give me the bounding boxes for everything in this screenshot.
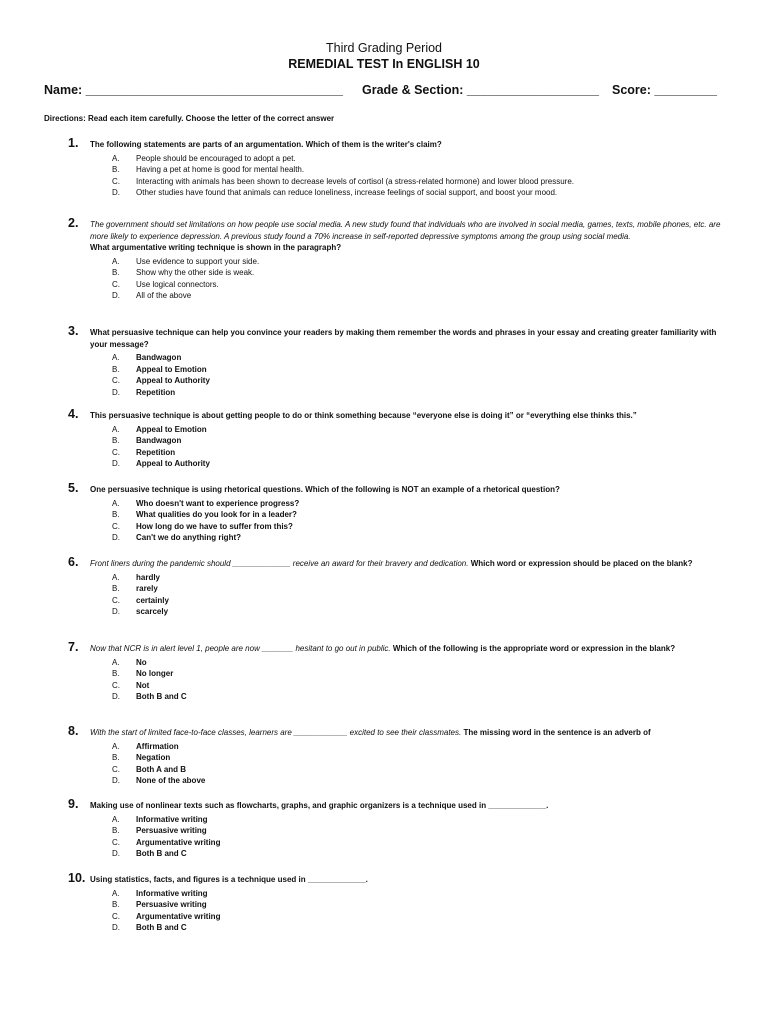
option-text: Use logical connectors. bbox=[136, 279, 219, 289]
question-passage: Now that NCR is in alert level 1, people are now _______ hesitant to go out in public. bbox=[90, 644, 391, 653]
option-letter: B. bbox=[112, 364, 120, 374]
option-text: What qualities do you look for in a leader? bbox=[136, 510, 297, 519]
question-10 bbox=[68, 871, 728, 934]
question-stem: Which word or expression should be placed on the blank? bbox=[470, 559, 693, 568]
option-text: Appeal to Emotion bbox=[136, 364, 207, 374]
option-d bbox=[90, 606, 728, 618]
option-letter: D. bbox=[112, 459, 120, 468]
grading-period-title: Third Grading Period bbox=[325, 41, 443, 55]
option-letter: D. bbox=[112, 692, 120, 701]
option-d bbox=[90, 290, 728, 302]
question-number: 3. bbox=[68, 324, 79, 338]
option-b bbox=[90, 668, 728, 680]
option-c bbox=[90, 447, 728, 459]
option-text: Appeal to Emotion bbox=[136, 424, 207, 434]
question-4 bbox=[68, 407, 728, 470]
option-b bbox=[90, 164, 728, 176]
option-a bbox=[90, 498, 728, 510]
option-d bbox=[90, 691, 728, 703]
option-letter: C. bbox=[112, 680, 120, 690]
option-letter: B. bbox=[112, 510, 120, 519]
option-text: Appeal to Authority bbox=[136, 459, 210, 468]
question-8 bbox=[68, 724, 728, 787]
question-stem: This persuasive technique is about getting people to do or think something because “everyone else is doing it” or “everything else thinks this.” bbox=[90, 411, 637, 420]
option-letter: A. bbox=[112, 256, 120, 266]
score-field: Score: _________ bbox=[612, 83, 717, 97]
question-stem: Using statistics, facts, and figures is a technique used in _____________. bbox=[90, 875, 368, 884]
question-number: 6. bbox=[68, 555, 79, 569]
test-header bbox=[0, 40, 768, 72]
option-c bbox=[90, 176, 728, 188]
option-c bbox=[90, 279, 728, 291]
option-letter: D. bbox=[112, 188, 120, 197]
option-text: Having a pet at home is good for mental health. bbox=[136, 165, 305, 174]
option-letter: B. bbox=[112, 669, 120, 678]
option-letter: A. bbox=[112, 153, 120, 163]
question-stem: What argumentative writing technique is shown in the paragraph? bbox=[90, 243, 342, 252]
question-passage: Front liners during the pandemic should _____________ receive an award for their bravery and dedication. bbox=[90, 559, 469, 568]
option-a bbox=[90, 814, 728, 826]
option-text: Can't we do anything right? bbox=[136, 533, 242, 542]
option-a bbox=[90, 424, 728, 436]
option-d bbox=[90, 187, 728, 199]
option-text: No bbox=[136, 657, 147, 667]
question-number: 4. bbox=[68, 407, 79, 421]
option-text: Informative writing bbox=[136, 814, 208, 824]
option-text: Bandwagon bbox=[136, 436, 182, 445]
option-text: Show why the other side is weak. bbox=[136, 268, 255, 277]
option-b bbox=[90, 364, 728, 376]
option-letter: C. bbox=[112, 279, 120, 289]
option-letter: B. bbox=[112, 584, 120, 593]
option-letter: A. bbox=[112, 741, 120, 751]
question-number: 8. bbox=[68, 724, 79, 738]
option-a bbox=[90, 741, 728, 753]
option-c bbox=[90, 375, 728, 387]
option-text: Use evidence to support your side. bbox=[136, 256, 260, 266]
option-d bbox=[90, 848, 728, 860]
option-text: scarcely bbox=[136, 607, 169, 616]
option-d bbox=[90, 775, 728, 787]
option-text: Other studies have found that animals can reduce loneliness, increase feelings of social support, and boost your mood. bbox=[136, 188, 558, 197]
option-text: Both A and B bbox=[136, 764, 187, 774]
option-letter: C. bbox=[112, 764, 120, 774]
option-text: Both B and C bbox=[136, 923, 187, 932]
option-c bbox=[90, 837, 728, 849]
grade-section-field: Grade & Section: ___________________ bbox=[362, 83, 599, 97]
question-passage: With the start of limited face-to-face classes, learners are ____________ excited to see their classmates. bbox=[90, 728, 462, 737]
question-6 bbox=[68, 555, 728, 618]
option-text: Argumentative writing bbox=[136, 911, 221, 921]
question-5 bbox=[68, 481, 728, 544]
option-a bbox=[90, 256, 728, 268]
option-text: None of the above bbox=[136, 776, 206, 785]
question-number: 10. bbox=[68, 871, 86, 885]
question-passage: The government should set limitations on how people use social media. A new study found that individuals who are involved in social media, games, texts, mobile phones, etc. are more likely to experience depression. A previous study found a 70% increase in self-reported depressive symptoms among the group using social media. bbox=[90, 220, 721, 241]
option-text: No longer bbox=[136, 669, 174, 678]
question-2 bbox=[68, 216, 728, 302]
option-letter: A. bbox=[112, 353, 120, 362]
option-b bbox=[90, 752, 728, 764]
option-text: How long do we have to suffer from this? bbox=[136, 521, 293, 531]
option-text: Repetition bbox=[136, 387, 176, 397]
option-text: Appeal to Authority bbox=[136, 376, 210, 385]
option-text: Informative writing bbox=[136, 888, 208, 898]
question-stem: Making use of nonlinear texts such as flowcharts, graphs, and graphic organizers is a technique used in _____________. bbox=[90, 801, 549, 810]
option-text: People should be encouraged to adopt a pet. bbox=[136, 153, 296, 163]
option-text: Bandwagon bbox=[136, 353, 182, 362]
option-c bbox=[90, 764, 728, 776]
option-letter: B. bbox=[112, 268, 120, 277]
option-letter: A. bbox=[112, 424, 120, 434]
option-letter: C. bbox=[112, 837, 120, 847]
option-a bbox=[90, 352, 728, 364]
question-stem: The following statements are parts of an argumentation. Which of them is the writer's claim? bbox=[90, 140, 442, 149]
option-letter: A. bbox=[112, 657, 120, 667]
option-text: rarely bbox=[136, 584, 158, 593]
option-letter: D. bbox=[112, 607, 120, 616]
option-letter: D. bbox=[112, 387, 120, 397]
option-d bbox=[90, 922, 728, 934]
option-letter: C. bbox=[112, 376, 120, 385]
question-stem: One persuasive technique is using rhetorical questions. Which of the following is NOT an example of a rhetorical question? bbox=[90, 485, 560, 494]
option-text: Argumentative writing bbox=[136, 837, 221, 847]
option-letter: B. bbox=[112, 753, 120, 762]
option-letter: B. bbox=[112, 900, 120, 909]
option-d bbox=[90, 387, 728, 399]
question-number: 1. bbox=[68, 136, 79, 150]
directions: Directions: Read each item carefully. Choose the letter of the correct answer bbox=[44, 114, 335, 123]
question-number: 2. bbox=[68, 216, 79, 230]
question-number: 7. bbox=[68, 640, 79, 654]
option-letter: C. bbox=[112, 595, 120, 605]
option-letter: B. bbox=[112, 165, 120, 174]
option-text: Affirmation bbox=[136, 741, 179, 751]
option-c bbox=[90, 521, 728, 533]
option-text: Interacting with animals has been shown to decrease levels of cortisol (a stress-related hormone) and lower blood pressure. bbox=[136, 176, 574, 186]
option-text: Both B and C bbox=[136, 849, 187, 858]
question-9 bbox=[68, 797, 728, 860]
question-stem: Which of the following is the appropriate word or expression in the blank? bbox=[392, 644, 676, 653]
name-field: Name: _____________________________________ bbox=[44, 83, 343, 97]
option-letter: B. bbox=[112, 436, 120, 445]
question-3 bbox=[68, 324, 728, 398]
option-text: Who doesn't want to experience progress? bbox=[136, 498, 300, 508]
option-letter: C. bbox=[112, 447, 120, 457]
option-letter: D. bbox=[112, 291, 120, 300]
question-stem: The missing word in the sentence is an adverb of bbox=[463, 728, 651, 737]
option-text: Repetition bbox=[136, 447, 176, 457]
option-a bbox=[90, 153, 728, 165]
option-text: All of the above bbox=[136, 291, 192, 300]
option-letter: A. bbox=[112, 888, 120, 898]
question-1 bbox=[68, 136, 728, 199]
option-c bbox=[90, 911, 728, 923]
option-letter: C. bbox=[112, 176, 120, 186]
option-d bbox=[90, 458, 728, 470]
option-text: Persuasive writing bbox=[136, 900, 207, 909]
option-letter: A. bbox=[112, 572, 120, 582]
question-number: 9. bbox=[68, 797, 79, 811]
option-letter: D. bbox=[112, 923, 120, 932]
option-b bbox=[90, 267, 728, 279]
option-c bbox=[90, 680, 728, 692]
option-a bbox=[90, 657, 728, 669]
option-letter: B. bbox=[112, 826, 120, 835]
option-text: hardly bbox=[136, 572, 161, 582]
question-7 bbox=[68, 640, 728, 703]
option-text: Persuasive writing bbox=[136, 826, 207, 835]
option-letter: A. bbox=[112, 814, 120, 824]
question-stem: What persuasive technique can help you convince your readers by making them remember the words and phrases in your essay and creating greater familiarity with your message? bbox=[90, 328, 717, 349]
option-letter: C. bbox=[112, 911, 120, 921]
test-title: REMEDIAL TEST In ENGLISH 10 bbox=[288, 57, 480, 71]
option-letter: D. bbox=[112, 849, 120, 858]
option-text: Negation bbox=[136, 753, 171, 762]
option-b bbox=[90, 509, 728, 521]
option-b bbox=[90, 899, 728, 911]
option-letter: A. bbox=[112, 498, 120, 508]
option-a bbox=[90, 572, 728, 584]
option-letter: D. bbox=[112, 533, 120, 542]
option-text: certainly bbox=[136, 595, 169, 605]
option-b bbox=[90, 435, 728, 447]
option-b bbox=[90, 583, 728, 595]
option-text: Not bbox=[136, 680, 150, 690]
option-d bbox=[90, 532, 728, 544]
option-text: Both B and C bbox=[136, 692, 187, 701]
option-letter: D. bbox=[112, 776, 120, 785]
option-b bbox=[90, 825, 728, 837]
option-c bbox=[90, 595, 728, 607]
option-a bbox=[90, 888, 728, 900]
question-number: 5. bbox=[68, 481, 79, 495]
option-letter: C. bbox=[112, 521, 120, 531]
